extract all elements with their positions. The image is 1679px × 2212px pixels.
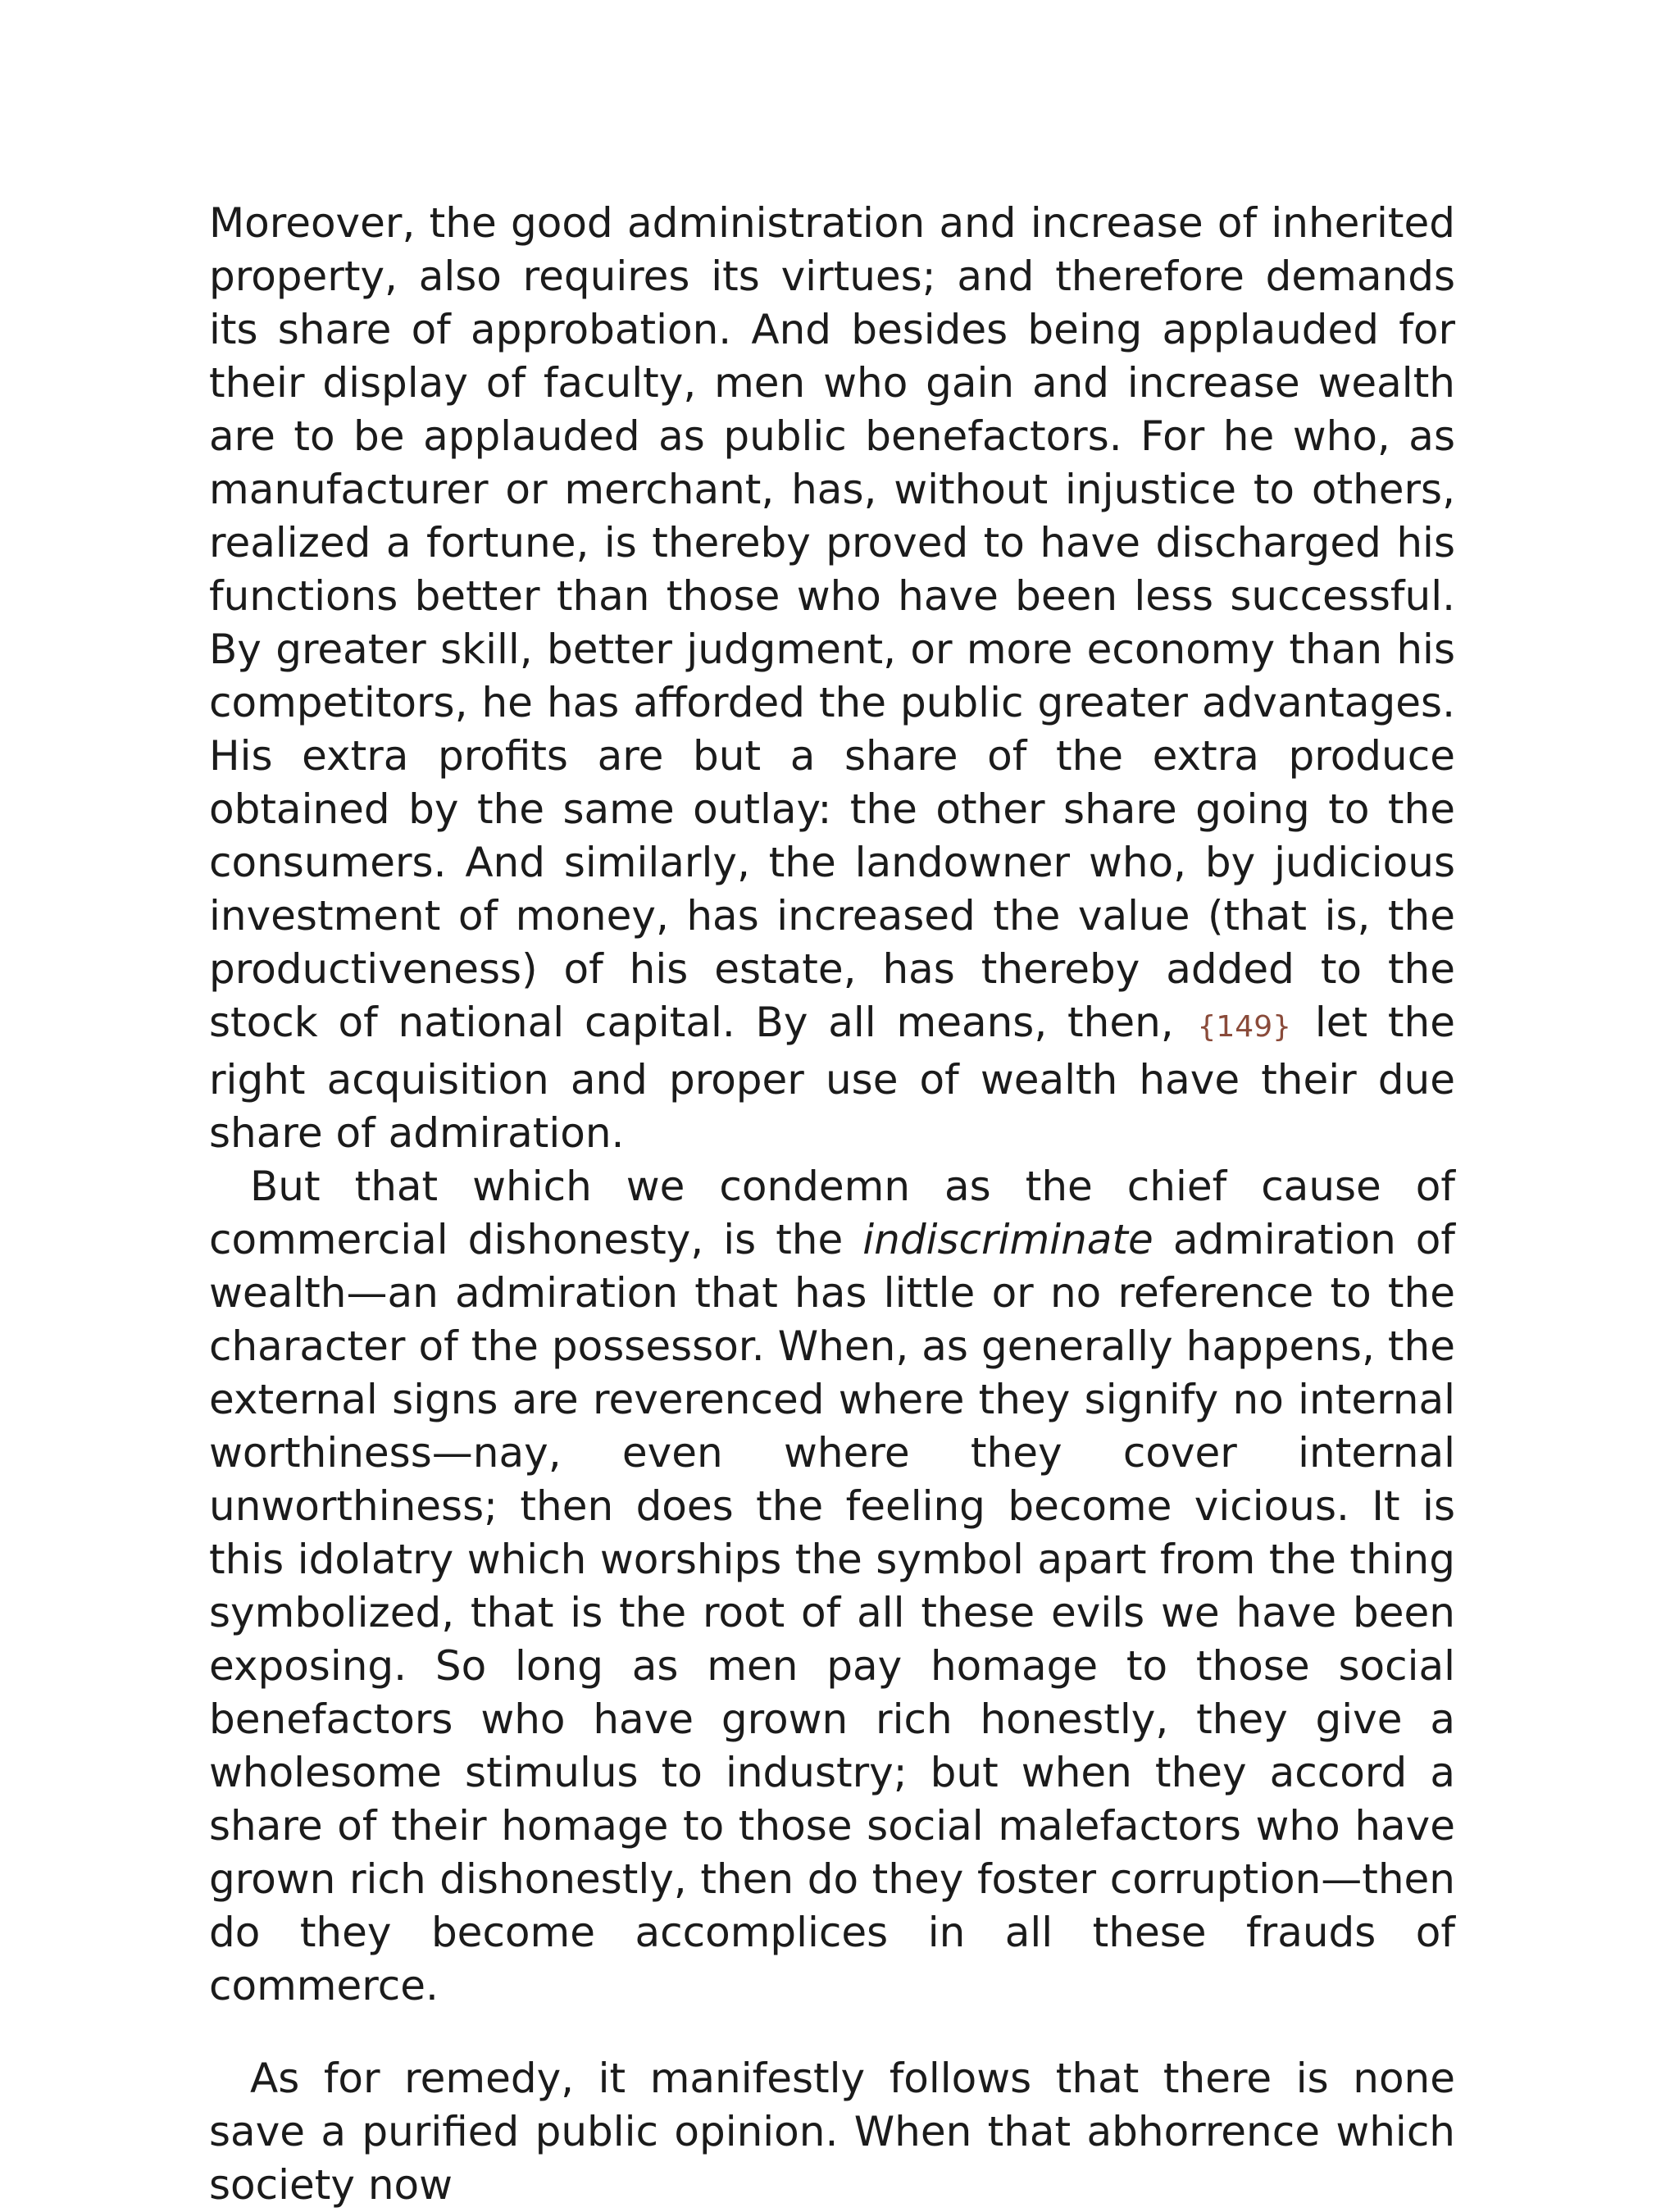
paragraph-indiscriminate-admiration <box>209 1160 1455 2013</box>
paragraph-text: let the right acquisition and proper use of wealth have their due share of admiration. <box>209 999 1455 1157</box>
emphasized-word: indiscriminate <box>862 1216 1153 1263</box>
paragraph-remedy <box>209 2052 1455 2212</box>
page-number-marker: {149} <box>1197 1010 1292 1044</box>
paragraph-text: As for remedy, it manifestly follows that there is none save a purified public opinion. When that abhorrence which society now <box>209 2055 1455 2209</box>
paragraph-text: But that which we condemn as the chief cause of commercial dishonesty, is the <box>209 1163 1455 1263</box>
paragraph-wealth-administration <box>209 197 1455 1160</box>
document-page <box>209 197 1455 2212</box>
paragraph-text: admiration of wealth—an admiration that has little or no reference to the character of the possessor. When, as generally happens, the external signs are reverenced where they signify no internal worthiness—nay, even where they cover internal unworthiness; then does the feeling become vicious. It is this idolatry which worships the symbol apart from the thing symbolized, that is the root of all these evils we have been exposing. So long as men pay homage to those social benefactors who have grown rich honestly, they give a wholesome stimulus to industry; but when they accord a share of their homage to those social malefactors who have grown rich dishonestly, then do they foster corruption—then do they become accomplices in all these frauds of commerce. <box>209 1216 1455 2009</box>
paragraph-text: Moreover, the good administration and increase of inherited property, also requires its virtues; and therefore demands its share of approbation. And besides being applauded for their display of faculty, men who gain and increase wealth are to be applauded as public benefactors. For he who, as manufacturer or merchant, has, without injustice to others, realized a fortune, is thereby proved to have discharged his functions better than those who have been less successful. By greater skill, better judgment, or more economy than his competitors, he has afforded the public greater advantages. His extra profits are but a share of the extra produce obtained by the same outlay: the other share going to the consumers. And similarly, the landowner who, by judicious investment of money, has increased the value (that is, the productiveness) of his estate, has thereby added to the stock of national capital. By all means, then, <box>209 199 1455 1046</box>
